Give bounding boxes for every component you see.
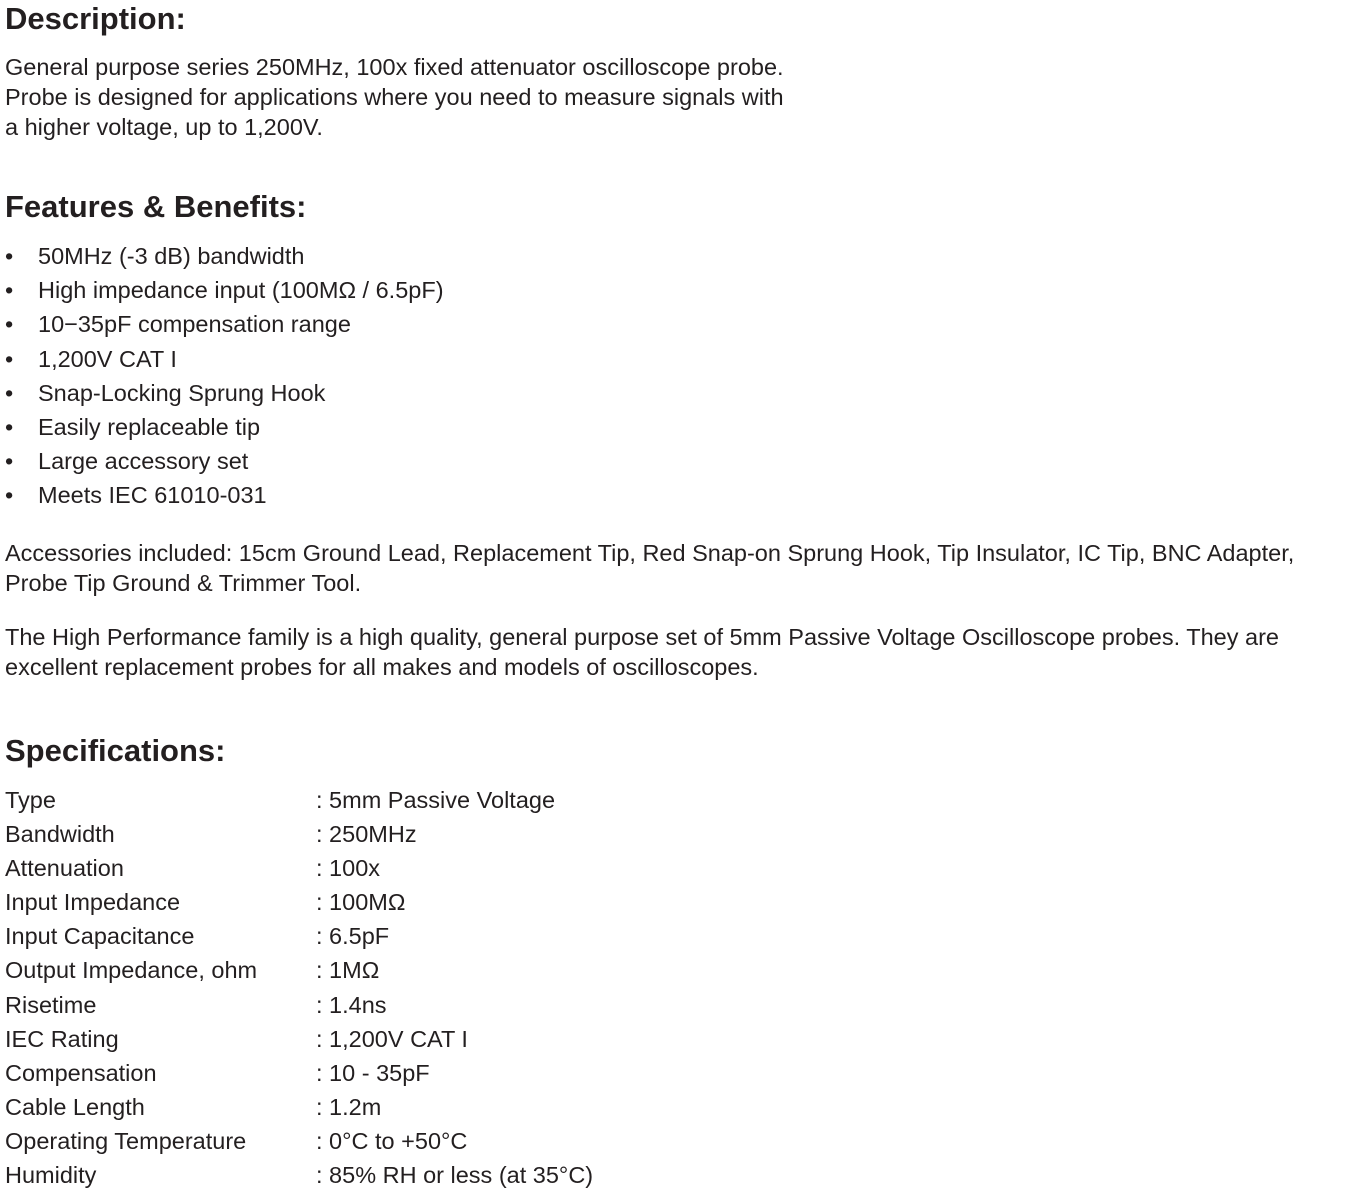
spec-row (5, 919, 593, 953)
spec-label: IEC Rating (5, 1025, 119, 1052)
feature-item (5, 376, 444, 410)
spec-value: : 250MHz (316, 821, 417, 848)
spec-label: Operating Temperature (5, 1127, 247, 1154)
spec-row (5, 817, 593, 851)
feature-item (5, 273, 444, 307)
spec-value: : 100x (316, 855, 381, 882)
spec-label: Cable Length (5, 1093, 145, 1120)
features-list (5, 239, 444, 513)
family-line: The High Performance family is a high quality, general purpose set of 5mm Passive Voltage Oscilloscope probes. They are (5, 624, 1279, 650)
spec-row (5, 851, 593, 885)
bullet-icon: • (5, 379, 14, 406)
feature-text: Snap-Locking Sprung Hook (38, 379, 326, 406)
spec-label: Compensation (5, 1059, 157, 1086)
spec-value: : 1.2m (316, 1093, 382, 1120)
spec-row (5, 885, 593, 919)
spec-label: Input Capacitance (5, 923, 195, 950)
description-line: a higher voltage, up to 1,200V. (5, 114, 323, 140)
feature-item (5, 342, 444, 376)
bullet-icon: • (5, 345, 14, 372)
bullet-icon: • (5, 413, 14, 440)
spec-label: Attenuation (5, 855, 124, 882)
spec-value: : 0°C to +50°C (316, 1127, 468, 1154)
feature-item (5, 410, 444, 444)
spec-row (5, 988, 593, 1022)
features-heading: Features & Benefits: (5, 189, 307, 224)
feature-item (5, 478, 444, 512)
spec-label: Humidity (5, 1162, 97, 1189)
spec-row (5, 953, 593, 987)
spec-value: : 10 - 35pF (316, 1059, 430, 1086)
spec-label: Type (5, 787, 56, 813)
feature-text: 50MHz (-3 dB) bandwidth (38, 243, 305, 269)
specifications-heading: Specifications: (5, 733, 226, 768)
spec-row (5, 783, 593, 817)
bullet-icon: • (5, 311, 14, 338)
bullet-icon: • (5, 243, 14, 269)
bullet-icon: • (5, 482, 14, 509)
feature-text: 1,200V CAT I (38, 345, 177, 372)
bullet-icon: • (5, 277, 14, 304)
spec-row (5, 1022, 593, 1056)
description-line: Probe is designed for applications where you need to measure signals with (5, 84, 784, 110)
description-heading: Description: (5, 1, 186, 36)
feature-text: Large accessory set (38, 448, 249, 475)
description-text (5, 52, 865, 142)
spec-label: Input Impedance (5, 889, 181, 916)
spec-row (5, 1056, 593, 1090)
feature-text: High impedance input (100MΩ / 6.5pF) (38, 277, 444, 304)
feature-text: Meets IEC 61010-031 (38, 482, 267, 509)
description-line: General purpose series 250MHz, 100x fixed attenuator oscilloscope probe. (5, 54, 784, 80)
spec-row (5, 1090, 593, 1124)
spec-value: : 1MΩ (316, 957, 380, 984)
family-paragraph (5, 622, 1367, 682)
spec-value: : 100MΩ (316, 889, 406, 916)
spec-value: : 5mm Passive Voltage (316, 787, 556, 813)
feature-item (5, 239, 444, 273)
spec-row (5, 1158, 593, 1192)
family-line: excellent replacement probes for all makes and models of oscilloscopes. (5, 654, 759, 680)
spec-row (5, 1124, 593, 1158)
feature-item (5, 444, 444, 478)
accessories-line: Accessories included: 15cm Ground Lead, Replacement Tip, Red Snap-on Sprung Hook, Tip Insulator, IC Tip, BNC Adapter, (5, 540, 1295, 566)
spec-value: : 6.5pF (316, 923, 390, 950)
spec-label: Bandwidth (5, 821, 115, 848)
spec-label: Output Impedance, ohm (5, 957, 258, 984)
feature-text: 10−35pF compensation range (38, 311, 351, 338)
spec-value: : 1.4ns (316, 991, 387, 1018)
accessories-paragraph (5, 538, 1367, 598)
feature-text: Easily replaceable tip (38, 413, 261, 440)
specifications-table (5, 783, 593, 1192)
spec-label: Risetime (5, 991, 97, 1018)
spec-value: : 85% RH or less (at 35°C) (316, 1162, 594, 1189)
spec-value: : 1,200V CAT I (316, 1025, 468, 1052)
feature-item (5, 307, 444, 341)
accessories-line: Probe Tip Ground & Trimmer Tool. (5, 570, 362, 596)
bullet-icon: • (5, 448, 14, 475)
